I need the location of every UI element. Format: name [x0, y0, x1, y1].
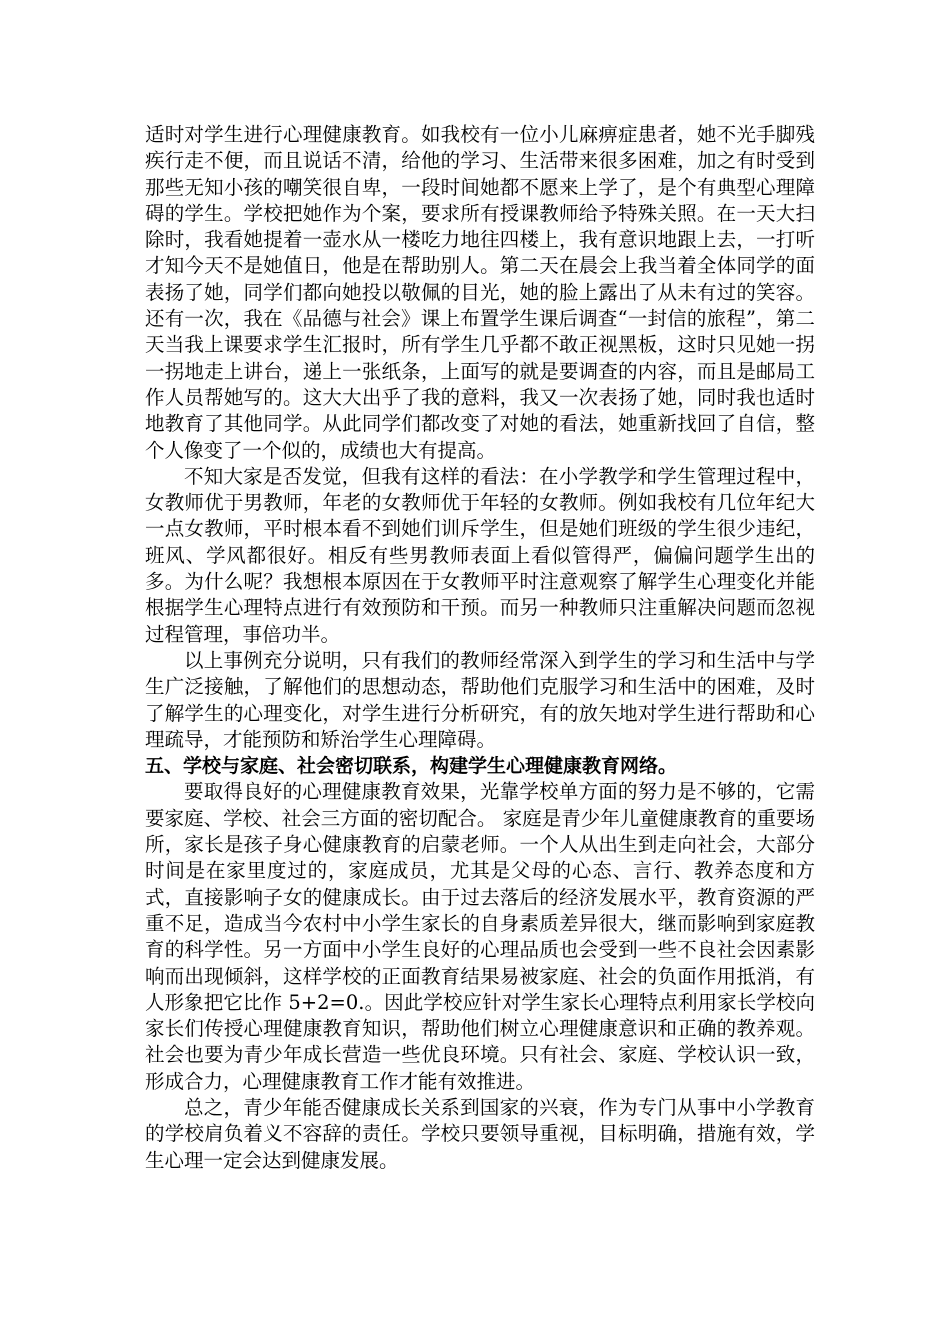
paragraph-conclusion-examples: 以上事例充分说明，只有我们的教师经常深入到学生的学习和生活中与学生广泛接触，了解他们的思想动态，帮助他们克服学习和生活中的困难，及时了解学生的心理变化，对学生进行分析研究，有的放矢地对学生进行帮助和心理疏导，才能预防和矫治学生心理障碍。 — [145, 648, 815, 751]
paragraph-family-school-society: 要取得良好的心理健康教育效果，光靠学校单方面的努力是不够的，它需要家庭、学校、社会三方面的密切配合。 家庭是青少年儿童健康教育的重要场所，家长是孩子身心健康教育的启蒙老师。一个人从出生到走向社会，大部分时间是在家里度过的，家庭成员，尤其是父母的心态、言行、教养态度和方式，直接影响子女的健康成长。由于过去落后的经济发展水平，教育资源的严重不足，造成当今农村中小学生家长的自身素质差异很大，继而影响到家庭教育的科学性。另一方面中小学生良好的心理品质也会受到一些不良社会因素影响而出现倾斜，这样学校的正面教育结果易被家庭、社会的负面作用抵消，有人形象把它比作 5+2=0.。因此学校应针对学生家长心理特点利用家长学校向家长们传授心理健康教育知识，帮助他们树立心理健康意识和正确的教养观。社会也要为青少年成长营造一些优良环境。只有社会、家庭、学校认识一致，形成合力，心理健康教育工作才能有效推进。 — [145, 780, 815, 1093]
paragraph-case-study: 适时对学生进行心理健康教育。如我校有一位小儿麻痹症患者，她不光手脚残疾行走不便，而且说话不清，给他的学习、生活带来很多困难，加之有时受到那些无知小孩的嘲笑很自卑，一段时间她都不愿来上学了，是个有典型心理障碍的学生。学校把她作为个案，要求所有授课教师给予特殊关照。在一天大扫除时，我看她提着一壶水从一楼吃力地往四楼上，我有意识地跟上去，一打听才知今天不是她值日，他是在帮助别人。第二天在晨会上我当着全体同学的面表扬了她，同学们都向她投以敬佩的目光，她的脸上露出了从未有过的笑容。还有一次，我在《品德与社会》课上布置学生课后调查“一封信的旅程”，第二天当我上课要求学生汇报时，所有学生几乎都不敢正视黑板，这时只见她一拐一拐地走上讲台，递上一张纸条，上面写的就是要调查的内容，而且是邮局工作人员帮她写的。这大大出乎了我的意料，我又一次表扬了她，同时我也适时地教育了其他同学。从此同学们都改变了对她的看法，她重新找回了自信，整个人像变了一个似的，成绩也大有提高。 — [145, 123, 815, 462]
document-body — [145, 122, 815, 1174]
paragraph-teacher-observation: 不知大家是否发觉，但我有这样的看法：在小学教学和学生管理过程中，女教师优于男教师，年老的女教师优于年轻的女教师。例如我校有几位年纪大一点女教师，平时根本看不到她们训斥学生，但是她们班级的学生很少违纪，班风、学风都很好。相反有些男教师表面上看似管得严，偏偏问题学生出的多。为什么呢？我想根本原因在于女教师平时注意观察了解学生心理变化并能根据学生心理特点进行有效预防和干预。而另一种教师只注重解决问题而忽视过程管理，事倍功半。 — [145, 464, 815, 646]
section-heading-five: 五、学校与家庭、社会密切联系，构建学生心理健康教育网络。 — [145, 755, 678, 778]
paragraph-summary: 总之，青少年能否健康成长关系到国家的兴衰，作为专门从事中小学教育的学校肩负着义不容辞的责任。学校只要领导重视，目标明确，措施有效，学生心理一定会达到健康发展。 — [145, 1095, 815, 1172]
